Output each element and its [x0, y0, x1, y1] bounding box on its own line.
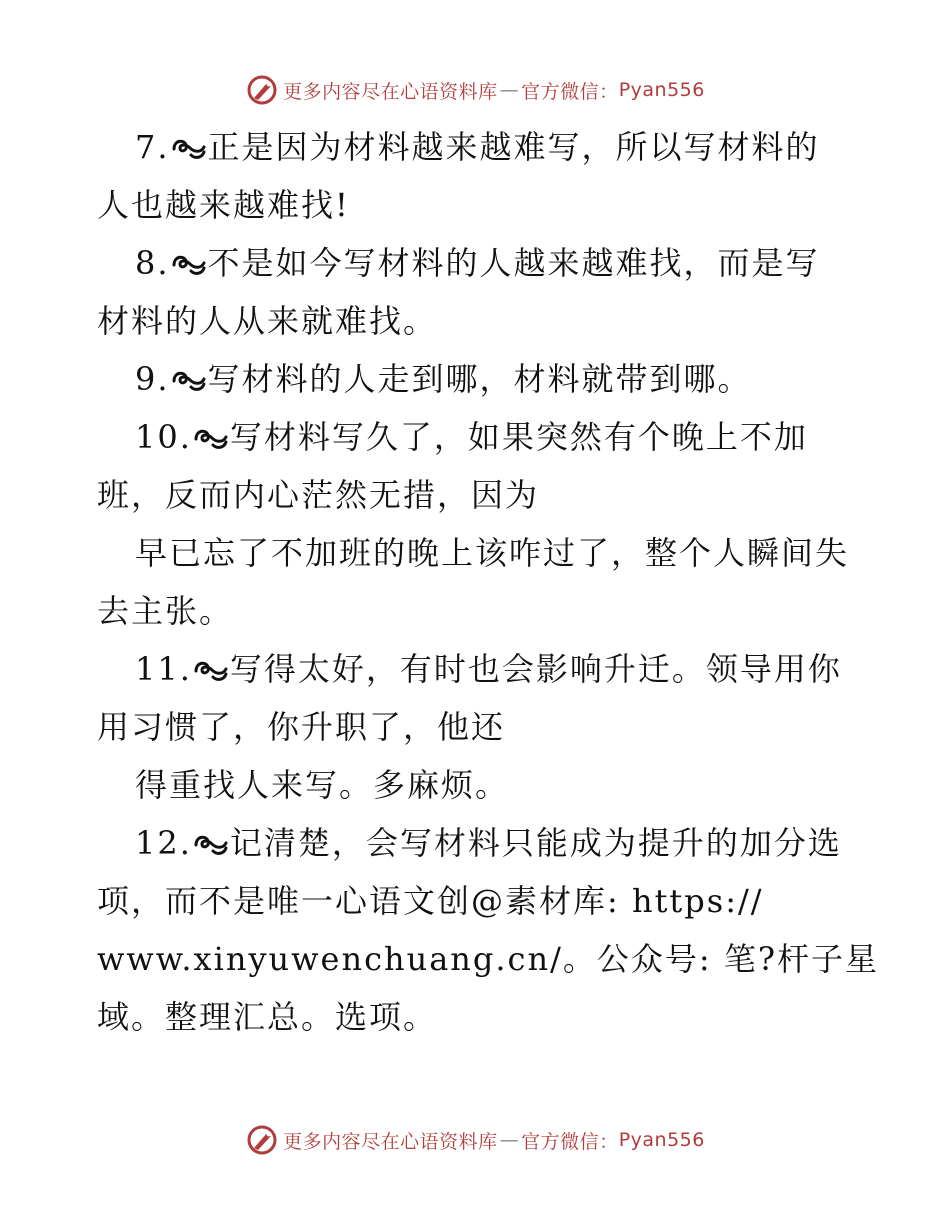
list-item-continuation: [97, 872, 857, 930]
item-text: 人也越来越难找!: [97, 186, 350, 224]
footer-separator: —: [499, 1129, 520, 1151]
item-text: 用习惯了，你升职了，他还: [97, 708, 506, 746]
item-text: 域。整理汇总。选项。: [97, 998, 438, 1036]
item-number: 10.: [135, 418, 192, 456]
item-text: 材料的人从来就难找。: [97, 302, 438, 340]
list-item-continuation: [97, 292, 857, 350]
item-number: 9.: [135, 360, 170, 398]
item-number: 8.: [135, 244, 170, 282]
header-text: 更多内容尽在心语资料库: [283, 80, 498, 103]
list-item-continuation: [97, 176, 857, 234]
swirl-bullet-icon: [193, 425, 229, 451]
item-text: 写材料写久了，如果突然有个晚上不加: [229, 418, 808, 456]
item-text: 去主张。: [97, 592, 234, 630]
footer-wechat-id: Pyan556: [618, 1129, 705, 1151]
list-item: [97, 814, 857, 872]
item-text: 记清楚，会写材料只能成为提升的加分选: [229, 824, 842, 862]
header-banner: [0, 70, 950, 110]
footer-wechat-label: 官方微信：: [521, 1130, 619, 1153]
item-text: 不是如今写材料的人越来越难找，而是写: [207, 244, 820, 282]
item-text: 班，反而内心茫然无措，因为: [97, 476, 540, 514]
swirl-bullet-icon: [193, 657, 229, 683]
item-text: 早已忘了不加班的晚上该咋过了，整个人瞬间失: [135, 534, 850, 572]
list-item-continuation: [97, 466, 857, 524]
item-text: 写得太好，有时也会影响升迁。领导用你: [229, 650, 842, 688]
list-item-continuation: [97, 698, 857, 756]
item-number: 12.: [135, 824, 192, 862]
list-item: [97, 234, 857, 292]
list-item-continuation: [97, 988, 857, 1046]
item-text: 项，而不是唯一心语文创@素材库: https://: [97, 882, 764, 920]
item-text: www.xinyuwenchuang.cn/。公众号: 笔?杆子星: [97, 940, 879, 978]
footer-banner: [0, 1120, 950, 1160]
header-wechat-id: Pyan556: [618, 79, 705, 101]
swirl-bullet-icon: [171, 367, 207, 393]
item-text: 正是因为材料越来越难写，所以写材料的: [207, 128, 820, 166]
list-item-continuation: [97, 756, 857, 814]
pen-logo-icon: [245, 1123, 279, 1157]
footer-text: 更多内容尽在心语资料库: [283, 1130, 498, 1153]
list-item: [97, 350, 857, 408]
header-wechat-label: 官方微信：: [521, 80, 619, 103]
list-item: [97, 118, 857, 176]
document-body: [97, 118, 879, 1046]
item-number: 11.: [135, 650, 192, 688]
item-text: 得重找人来写。多麻烦。: [135, 766, 510, 804]
list-item: [97, 408, 857, 466]
list-item-continuation: [97, 582, 857, 640]
list-item-continuation: [97, 524, 857, 582]
item-text: 写材料的人走到哪，材料就带到哪。: [207, 360, 752, 398]
list-item: [97, 640, 857, 698]
pen-logo-icon: [245, 73, 279, 107]
swirl-bullet-icon: [171, 251, 207, 277]
swirl-bullet-icon: [193, 831, 229, 857]
list-item-continuation: [97, 930, 879, 988]
header-separator: —: [499, 79, 520, 101]
swirl-bullet-icon: [171, 135, 207, 161]
item-number: 7.: [135, 128, 170, 166]
